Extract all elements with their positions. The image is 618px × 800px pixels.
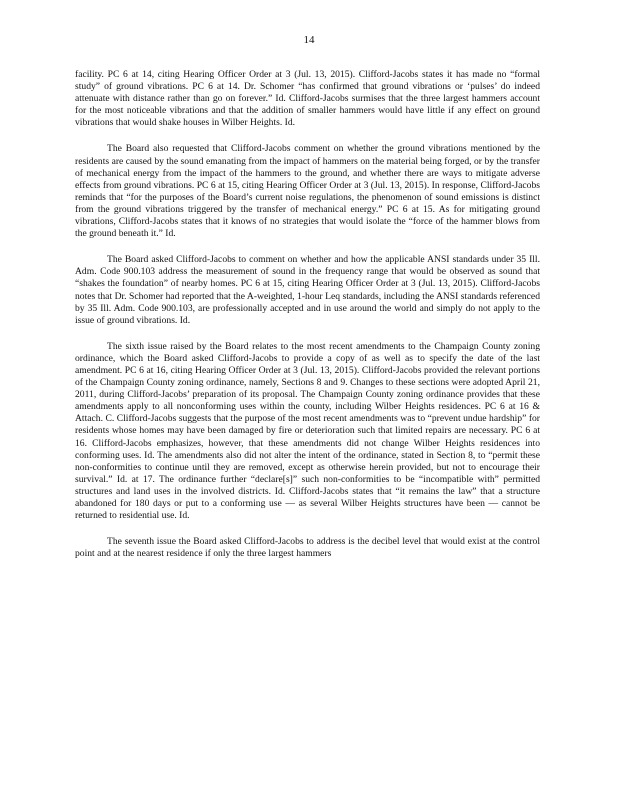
paragraph: The seventh issue the Board asked Clifford-Jacobs to address is the decibel level that would exist at the control point and at the nearest residence if only the three largest hammers [75,536,540,560]
paragraph: The Board asked Clifford-Jacobs to comment on whether and how the applicable ANSI standards under 35 Ill. Adm. Code 900.103 address the measurement of sound in the frequency range that would be observed as sound that “shakes the foundation” of nearby homes. PC 6 at 15, citing Hearing Officer Order at 3 (Jul. 13, 2015). Clifford-Jacobs notes that Dr. Schomer had reported that the A-weighted, 1-hour Leq standards, including the ANSI standards referenced by 35 Ill. Adm. Code 900.103, are professionally accepted and in use around the world and simply do not apply to the issue of ground vibrations. Id. [75,254,540,326]
paragraph: The sixth issue raised by the Board relates to the most recent amendments to the Champaign County zoning ordinance, which the Board asked Clifford-Jacobs to provide a copy of as well as to specify the date of the last amendment. PC 6 at 16, citing Hearing Officer Order at 3 (Jul. 13, 2015). Clifford-Jacobs provided the relevant portions of the Champaign County zoning ordinance, namely, Sections 8 and 9. Changes to these sections were adopted April 21, 2011, during Clifford-Jacobs’ preparation of its proposal. The Champaign County zoning ordinance provides that these amendments apply to all nonconforming uses within the county, including Wilber Heights residences. PC 6 at 16 & Attach. C. Clifford-Jacobs suggests that the purpose of the most recent amendments was to “prevent undue hardship” for residents whose homes may have been damaged by fire or deterioration such that limited repairs are necessary. PC 6 at 16. Clifford-Jacobs emphasizes, however, that these amendments did not change Wilber Heights residences into conforming uses. Id. The amendments also did not alter the intent of the ordinance, stated in Section 8, to “permit these non-conformities to continue until they are removed, except as otherwise herein provided, but not to encourage their survival.” Id. at 17. The ordinance further “declare[s]” such non-conformities to be “incompatible with” permitted structures and land uses in the involved districts. Id. Clifford-Jacobs states that “it remains the law” that a structure abandoned for 180 days or put to a conforming use — as several Wilber Heights structures have been — cannot be returned to residential use. Id. [75,340,540,522]
paragraph: The Board also requested that Clifford-Jacobs comment on whether the ground vibrations mentioned by the residents are caused by the sound emanating from the impact of hammers on the material being forged, or by the transfer of mechanical energy from the impact of the hammers to the ground, and whether there are ways to mitigate adverse effects from ground vibrations. PC 6 at 15, citing Hearing Officer Order at 3 (Jul. 13, 2015). In response, Clifford-Jacobs reminds that “for the purposes of the Board’s current noise regulations, the phenomenon of sound emissions is distinct from the ground vibrations triggered by the transfer of mechanical energy.” PC 6 at 15. As for mitigating ground vibrations, Clifford-Jacobs states that it knows of no strategies that would isolate the “force of the hammer blows from the ground beneath it.” Id. [75,143,540,240]
paragraph: facility. PC 6 at 14, citing Hearing Officer Order at 3 (Jul. 13, 2015). Clifford-Jacobs states it has made no “formal study” of ground vibrations. PC 6 at 14. Dr. Schomer “has confirmed that ground vibrations or ‘pulses’ do indeed attenuate with distance rather than go on forever.” Id. Clifford-Jacobs surmises that the three largest hammers account for the most noticeable vibrations and that the addition of smaller hammers would have little if any effect on ground vibrations that would shake houses in Wilber Heights. Id. [75,69,540,129]
page-number: 14 [303,34,315,46]
document-body [75,69,540,574]
